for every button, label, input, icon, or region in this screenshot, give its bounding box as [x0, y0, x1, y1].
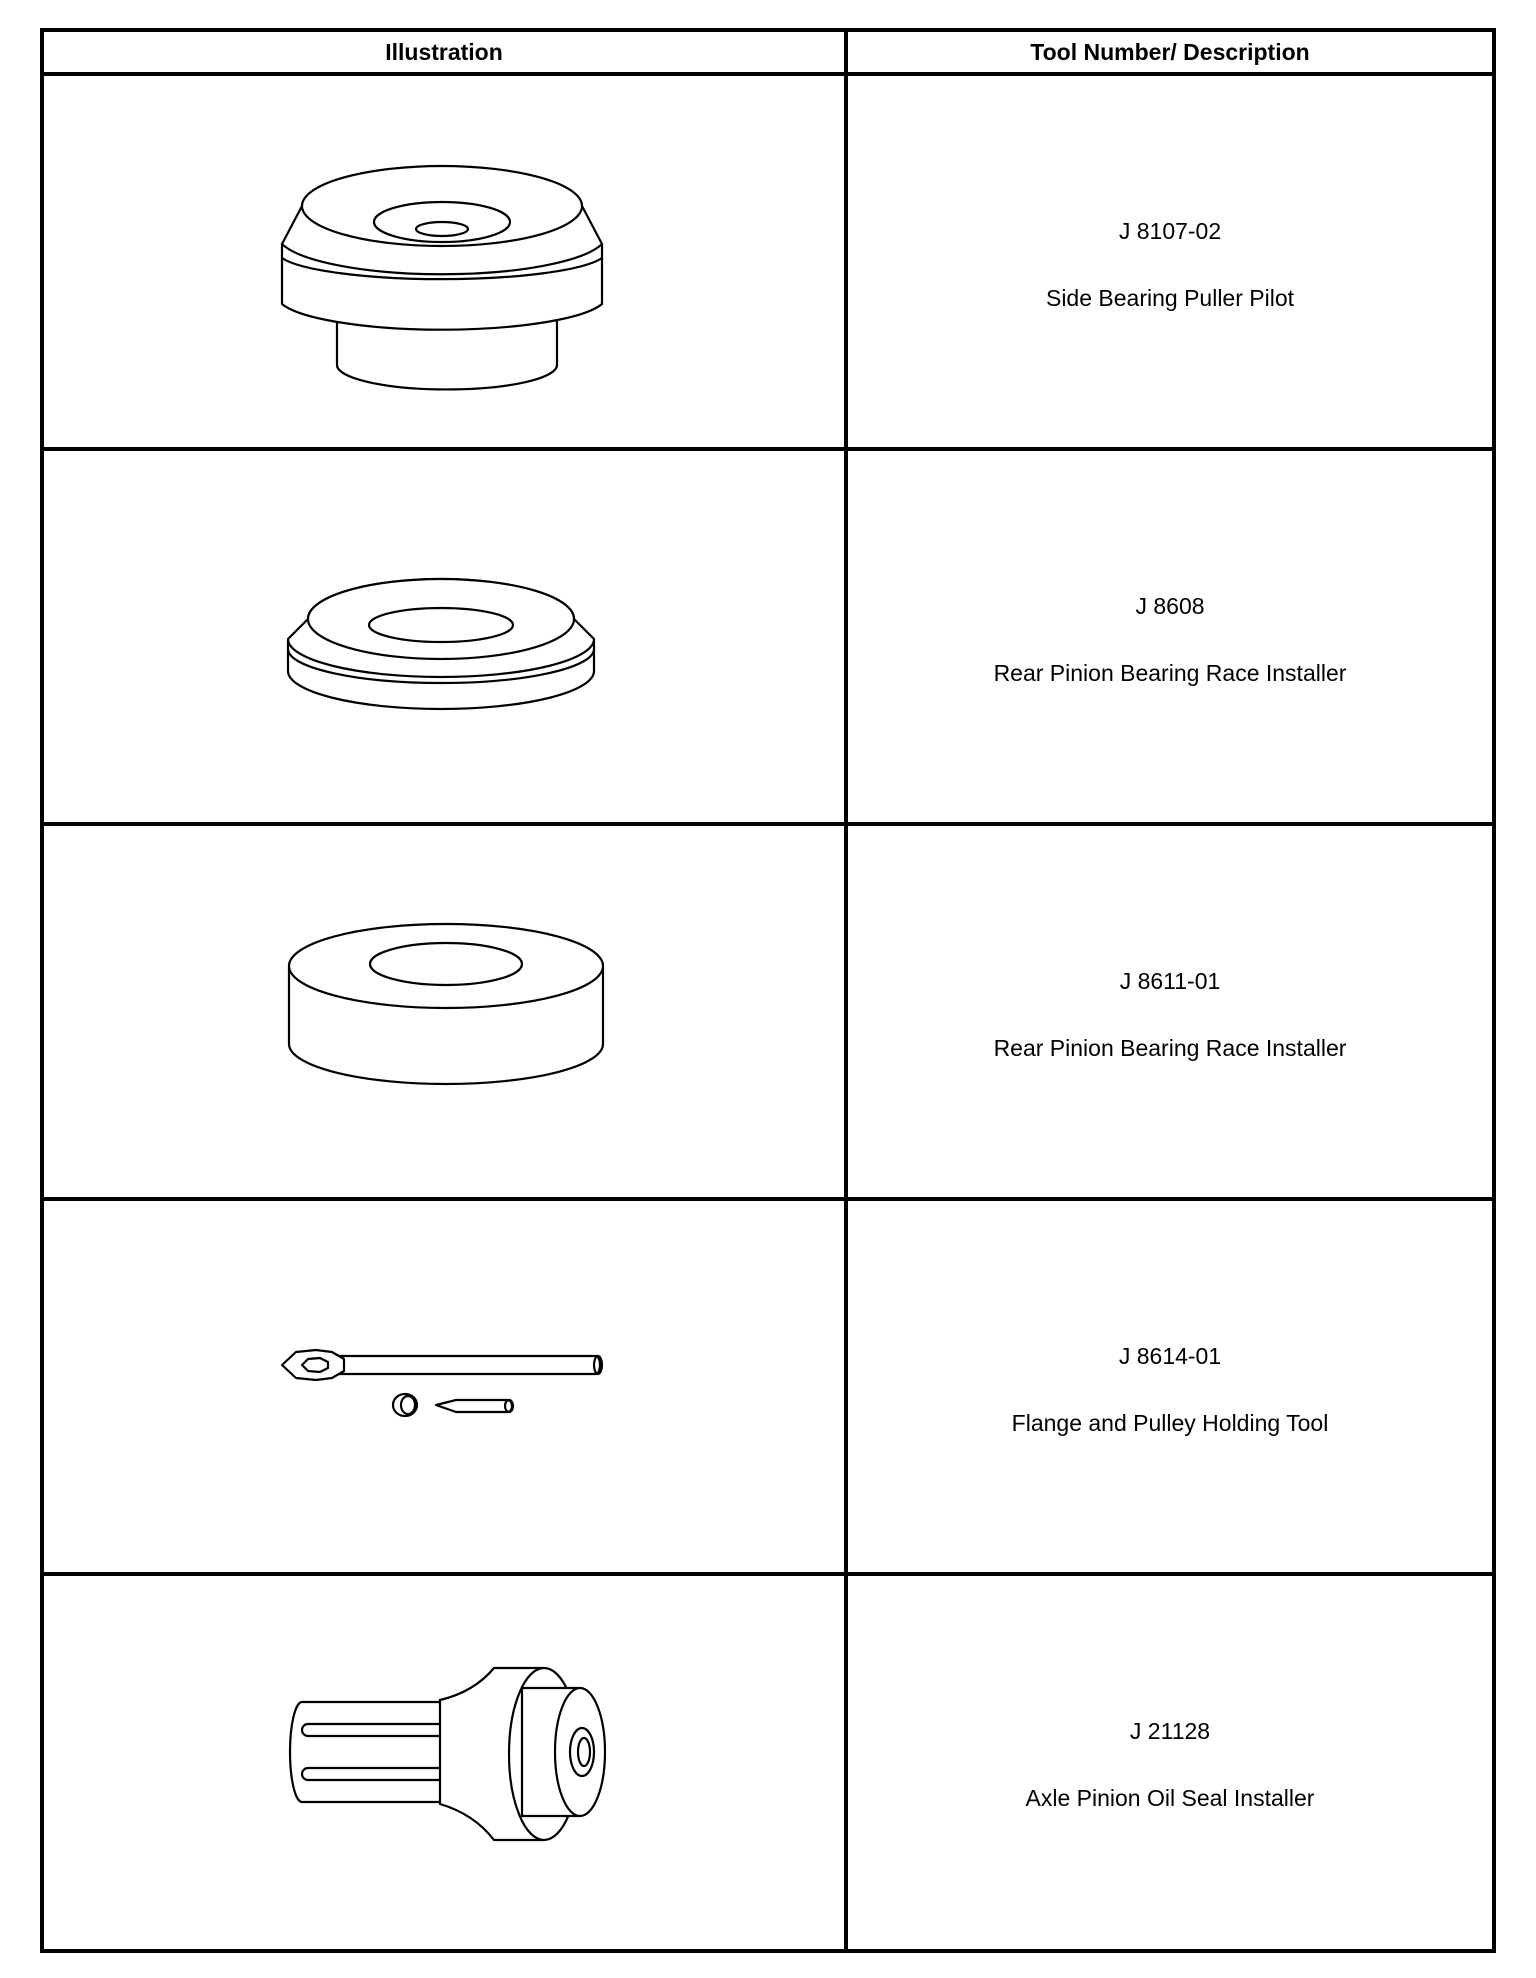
tool-number: J 8614-01	[1118, 1343, 1222, 1369]
side-bearing-puller-pilot-icon	[44, 76, 844, 447]
table-row	[44, 1576, 1492, 1949]
table-row	[44, 826, 1492, 1201]
illustration-cell	[44, 826, 848, 1197]
description-cell	[848, 826, 1492, 1197]
description-cell	[848, 451, 1492, 822]
tool-number: J 8611-01	[1119, 968, 1221, 994]
tool-description: Rear Pinion Bearing Race Installer	[993, 1035, 1347, 1061]
table-row	[44, 1201, 1492, 1576]
description-cell	[848, 1201, 1492, 1572]
header-illustration: Illustration	[44, 32, 848, 72]
description-cell	[848, 1576, 1492, 1949]
tool-description: Flange and Pulley Holding Tool	[1011, 1410, 1329, 1436]
tool-description: Side Bearing Puller Pilot	[1045, 285, 1295, 311]
table-row	[44, 451, 1492, 826]
flange-holding-tool-icon	[44, 1201, 844, 1572]
table-row	[44, 76, 1492, 451]
illustration-cell	[44, 76, 848, 447]
illustration-cell	[44, 1201, 848, 1572]
tool-description: Rear Pinion Bearing Race Installer	[993, 660, 1347, 686]
tool-number: J 8107-02	[1118, 218, 1222, 244]
table-header	[44, 32, 1492, 76]
illustration-cell	[44, 1576, 848, 1949]
tool-number: J 21128	[1129, 1718, 1211, 1744]
header-tool-description: Tool Number/ Description	[1030, 38, 1310, 65]
tool-number: J 8608	[1135, 593, 1205, 619]
tool-table	[40, 28, 1496, 1953]
rear-pinion-race-installer-disc-icon	[44, 826, 844, 1197]
oil-seal-installer-icon	[44, 1576, 844, 1949]
rear-pinion-race-installer-icon	[44, 451, 844, 822]
description-cell	[848, 76, 1492, 447]
illustration-cell	[44, 451, 848, 822]
tool-description: Axle Pinion Oil Seal Installer	[1025, 1785, 1315, 1811]
